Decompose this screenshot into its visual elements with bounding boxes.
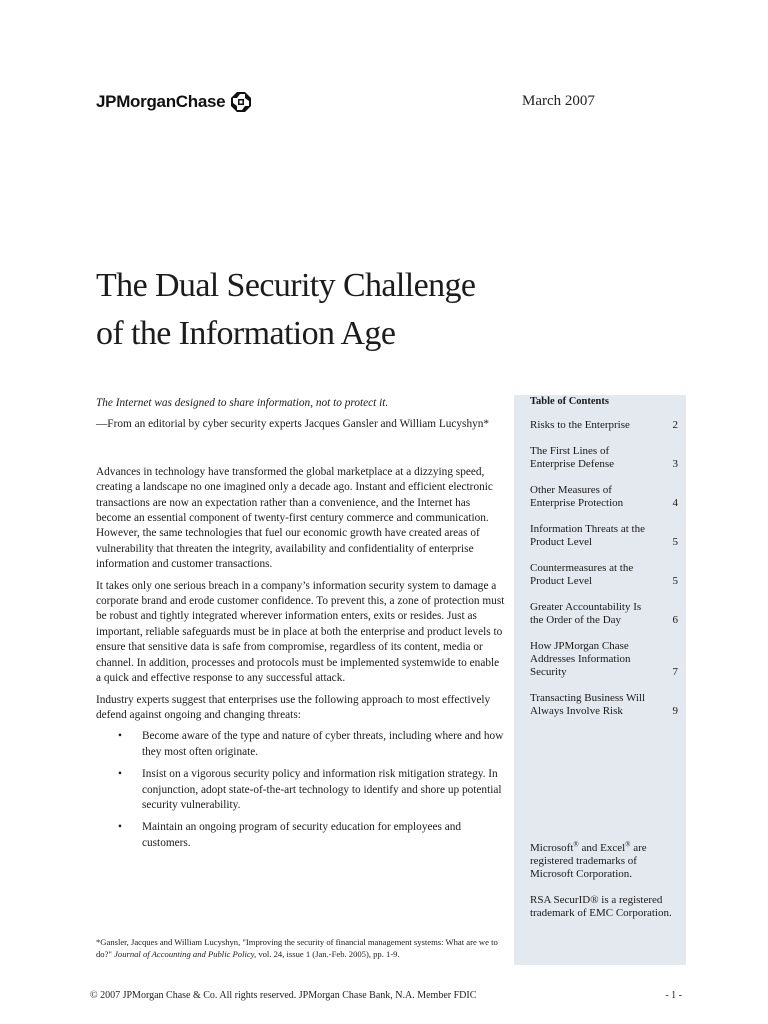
body-paragraph: It takes only one serious breach in a company’s information security system to damage a corporate brand and erode customer confidence. To prevent this, a zone of protection must be robust and tightly integrated wherever information enters, exits or resides. Just as important, reliable safeguards must be in place at both the enterprise and product levels to ensure that sensitive data is safe from compromise, regardless of its content, media or channel. In addition, processes and protocols must be implemented systemwide to enable a quick and effective response to any successful attack.: [96, 579, 505, 685]
toc-item: [530, 419, 678, 432]
sidebar: [514, 395, 686, 965]
title-line-2: of the Information Age: [96, 315, 396, 352]
toc-item-label: Other Measures of Enterprise Protection: [530, 484, 624, 509]
page-title: [96, 262, 516, 358]
toc-item-label: Greater Accountability Is the Order of the Day: [530, 601, 642, 626]
company-logo: [96, 92, 251, 112]
logo-wordmark: JPMorganChase: [96, 92, 226, 111]
title-line-1: The Dual Security Challenge: [96, 267, 476, 304]
microsoft-trademark: Microsoft® and Excel® are registered trademarks of Microsoft Corporation.: [530, 840, 647, 880]
toc-item-page: 6: [672, 614, 678, 626]
toc-item-page: 5: [672, 575, 678, 587]
toc-item-page: 5: [672, 536, 678, 548]
list-item: • Insist on a vigorous security policy and information risk mitigation strategy. In conjunction, adopt state-of-the-art technology to identify and shore up potential security vulnerability.: [142, 767, 506, 813]
body-paragraph: Industry experts suggest that enterprises use the following approach to most effectively defend against ongoing and changing threats:: [96, 693, 491, 721]
toc-item: [530, 523, 678, 549]
list-item: • Become aware of the type and nature of cyber threats, including where and how they most often originate.: [142, 729, 506, 760]
toc-item-label: Information Threats at the Product Level: [530, 523, 645, 548]
toc-item-page: 7: [672, 666, 678, 678]
toc-item: [530, 692, 678, 718]
footnote: [96, 936, 506, 960]
toc-item-page: 9: [672, 705, 678, 717]
toc-item-label: The First Lines of Enterprise Defense: [530, 445, 614, 470]
toc-item-label: How JPMorgan Chase Addresses Information Security: [530, 640, 631, 678]
toc-item-label: Countermeasures at the Product Level: [530, 562, 634, 587]
quote-attribution: —From an editorial by cyber security experts Jacques Gansler and William Lucyshyn*: [96, 418, 490, 431]
approach-list: [96, 729, 506, 851]
footnote-journal: Journal of Accounting and Public Policy,: [114, 949, 257, 959]
epigraph-quote: The Internet was designed to share information, not to protect it.: [96, 397, 389, 409]
toc-item-page: 2: [672, 419, 678, 431]
table-of-contents: [530, 419, 678, 731]
octagon-logo-icon: [231, 92, 251, 112]
copyright-notice: © 2007 JPMorgan Chase & Co. All rights reserved. JPMorgan Chase Bank, N.A. Member FDIC: [90, 990, 477, 1001]
toc-title: Table of Contents: [530, 396, 609, 407]
footnote-citation: *Gansler, Jacques and William Lucyshyn, "Improving the security of financial management systems: What are we to do?": [96, 937, 498, 959]
toc-item-label: Transacting Business Will Always Involve Risk: [530, 692, 646, 717]
list-item: • Maintain an ongoing program of security education for employees and customers.: [142, 820, 506, 851]
toc-item: [530, 484, 678, 510]
main-column: [96, 396, 506, 858]
toc-item: [530, 601, 678, 627]
toc-item: [530, 640, 678, 679]
page-number: - 1 -: [665, 990, 682, 1001]
rsa-trademark: RSA SecurID® is a registered trademark of EMC Corporation.: [530, 894, 672, 919]
footnote-details: vol. 24, issue 1 (Jan.-Feb. 2005), pp. 1-9.: [256, 949, 400, 959]
publication-date: March 2007: [522, 93, 595, 109]
toc-item-label: Risks to the Enterprise: [530, 419, 630, 431]
toc-item-page: 4: [672, 497, 678, 509]
toc-item: [530, 445, 678, 471]
body-paragraph: Advances in technology have transformed the global marketplace at a dizzying speed, creating a landscape no one imagined only a decade ago. Instant and efficient electronic transactions are now an expectation rather than a convenience, and the Internet has become an essential component of twenty-first century commerce and communication. However, the same technologies that fuel our economic growth have created areas of vulnerability that threaten the integrity, availability and confidentiality of enterprise information and customer transactions.: [96, 465, 493, 571]
toc-item-page: 3: [672, 458, 678, 470]
toc-item: [530, 562, 678, 588]
trademark-notice: [530, 842, 680, 933]
